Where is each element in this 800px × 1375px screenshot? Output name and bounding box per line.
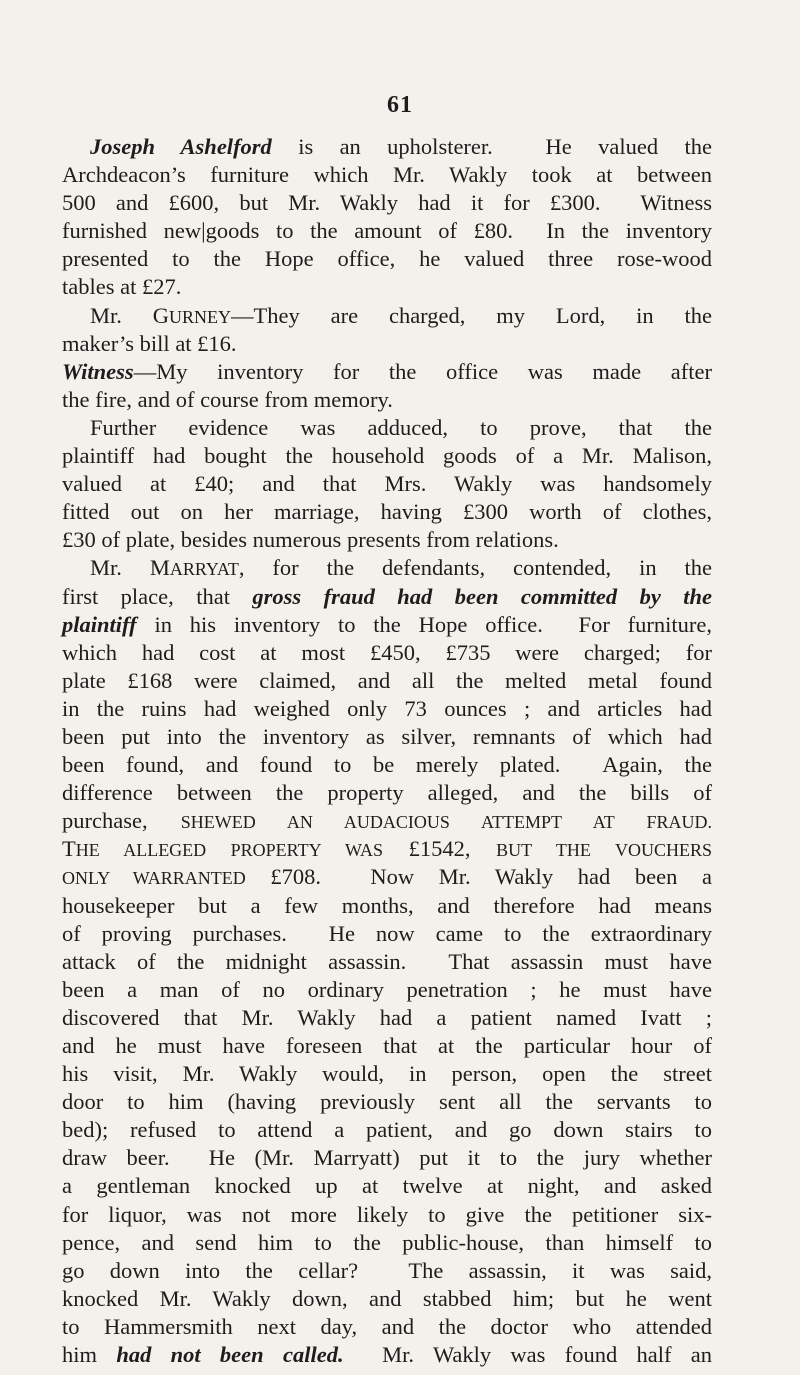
text-line: a gentleman knocked up at twelve at night, and asked xyxy=(62,1173,712,1199)
text-line: fitted out on her marriage, having £300 worth of clothes, xyxy=(62,499,712,525)
text-line: housekeeper but a few months, and therefore had means xyxy=(62,892,712,918)
text-line: and he must have foreseen that at the particular hour of xyxy=(62,1033,712,1058)
text-line: plaintiff had bought the household goods of a Mr. Malison, xyxy=(62,443,712,469)
text-line: tables at £27. xyxy=(62,274,182,300)
text-line: been put into the inventory as silver, remnants of which had xyxy=(62,723,712,749)
text-line: Archdeacon’s furniture which Mr. Wakly took at between xyxy=(62,162,712,188)
text-line: discovered that Mr. Wakly had a patient named Ivatt ; xyxy=(62,1004,712,1030)
text-line: to Hammersmith next day, and the doctor who attended xyxy=(62,1313,712,1339)
body-text xyxy=(62,133,712,1369)
text-line: first place, that gross fraud had been committed by the xyxy=(62,583,713,609)
text-line: Further evidence was adduced, to prove, that the xyxy=(90,414,712,440)
text-line: Mr. MARRYAT, for the defendants, contended, in the xyxy=(90,555,712,581)
text-line: the fire, and of course from memory. xyxy=(62,386,393,412)
text-line: his visit, Mr. Wakly would, in person, open the street xyxy=(62,1061,712,1087)
text-line: furnished new|goods to the amount of £80. In the inventory xyxy=(62,218,712,244)
text-line: difference between the property alleged, and the bills of xyxy=(62,780,712,806)
text-line: attack of the midnight assassin. That assassin must have xyxy=(62,948,712,974)
text-line: plate £168 were claimed, and all the melted metal found xyxy=(62,667,712,693)
text-line: pence, and send him to the public-house, than himself to xyxy=(62,1229,712,1255)
text-line: door to him (having previously sent all the servants to xyxy=(62,1089,712,1115)
text-line: maker’s bill at £16. xyxy=(62,330,237,356)
text-line: go down into the cellar? The assassin, it was said, xyxy=(62,1257,712,1283)
text-line: him had not been called. Mr. Wakly was found half an xyxy=(62,1342,712,1368)
text-line: valued at £40; and that Mrs. Wakly was handsomely xyxy=(62,471,712,497)
text-line: presented to the Hope office, he valued three rose-wood xyxy=(62,246,712,272)
text-line: Joseph Ashelford is an upholsterer. He valued the xyxy=(90,134,712,159)
text-line: for liquor, was not more likely to give the petitioner six- xyxy=(62,1201,712,1227)
text-line: draw beer. He (Mr. Marryatt) put it to the jury whether xyxy=(62,1145,712,1171)
text-line: purchase, SHEWED AN AUDACIOUS ATTEMPT AT FRAUD. xyxy=(62,808,712,834)
text-line: £30 of plate, besides numerous presents from relations. xyxy=(62,527,559,553)
text-line: which had cost at most £450, £735 were charged; for xyxy=(62,639,712,665)
text-line: been found, and found to be merely plated. Again, the xyxy=(62,752,712,778)
page-number: 61 xyxy=(387,92,413,118)
text-line: Mr. GURNEY—They are charged, my Lord, in the xyxy=(90,302,712,328)
text-line: THE ALLEGED PROPERTY WAS £1542, BUT THE VOUCHERS xyxy=(62,836,713,862)
text-line: 500 and £600, but Mr. Wakly had it for £300. Witness xyxy=(62,190,712,216)
text-line: of proving purchases. He now came to the extraordinary xyxy=(62,920,712,946)
text-line: ONLY WARRANTED £708. Now Mr. Wakly had been a xyxy=(62,864,712,890)
text-line: been a man of no ordinary penetration ; he must have xyxy=(62,976,712,1002)
text-line: bed); refused to attend a patient, and go down stairs to xyxy=(62,1117,712,1143)
text-line: knocked Mr. Wakly down, and stabbed him; but he went xyxy=(62,1285,712,1311)
text-line: in the ruins had weighed only 73 ounces ; and articles had xyxy=(62,695,712,721)
text-line: Witness—My inventory for the office was made after xyxy=(62,358,712,384)
text-line: plaintiff in his inventory to the Hope office. For furniture, xyxy=(62,611,712,637)
